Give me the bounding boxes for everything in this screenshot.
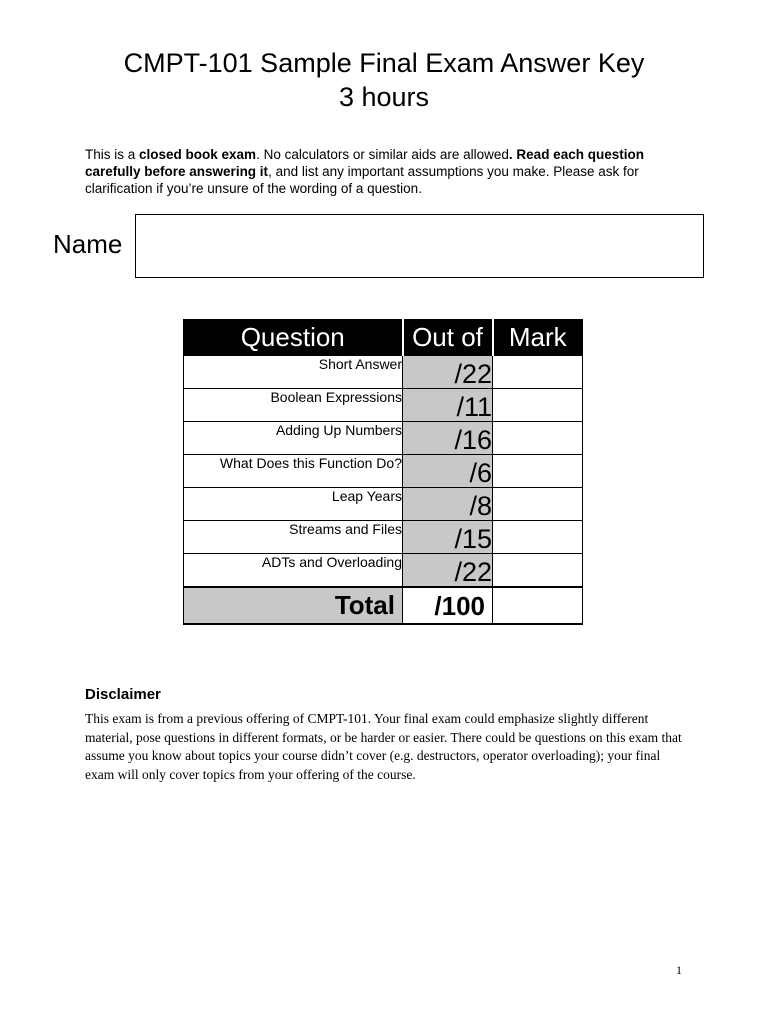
total-out-of: /100 xyxy=(403,587,493,624)
marks-table xyxy=(183,319,583,625)
header-question: Question xyxy=(184,320,403,356)
table-row xyxy=(184,554,583,588)
table-row xyxy=(184,455,583,488)
instructions-text-3: , and list any important assumptions you make. Please ask for clarification if you’re unsure of the wording of a question. xyxy=(85,164,639,196)
instructions-bold-1: closed book exam xyxy=(139,147,257,162)
question-cell: Streams and Files xyxy=(184,521,403,554)
mark-cell[interactable] xyxy=(493,554,583,588)
exam-instructions xyxy=(85,146,685,197)
out-of-cell: /8 xyxy=(403,488,493,521)
table-header-row xyxy=(184,320,583,356)
out-of-cell: /22 xyxy=(403,554,493,588)
out-of-cell: /15 xyxy=(403,521,493,554)
header-out-of: Out of xyxy=(403,320,493,356)
table-row xyxy=(184,422,583,455)
question-cell: Short Answer xyxy=(184,356,403,389)
name-field[interactable] xyxy=(135,214,704,278)
out-of-cell: /16 xyxy=(403,422,493,455)
disclaimer-heading: Disclaimer xyxy=(85,686,161,703)
mark-cell[interactable] xyxy=(493,521,583,554)
total-mark-cell[interactable] xyxy=(493,587,583,624)
total-row xyxy=(184,587,583,624)
question-cell: Adding Up Numbers xyxy=(184,422,403,455)
name-label: Name xyxy=(53,229,123,259)
instructions-text-1: This is a xyxy=(85,147,140,162)
mark-cell[interactable] xyxy=(493,422,583,455)
exam-duration: 3 hours xyxy=(338,82,430,112)
table-row xyxy=(184,488,583,521)
out-of-cell: /6 xyxy=(403,455,493,488)
total-label: Total xyxy=(184,587,403,624)
table-row xyxy=(184,521,583,554)
instructions-bold-2: . Read each question carefully before answering it xyxy=(85,147,644,179)
disclaimer-text: This exam is from a previous offering of CMPT-101. Your final exam could emphasize slightly different material, pose questions in different formats, or be harder or easier. There could be questions on this exam that assume you know about topics your course didn’t cover (e.g. destructors, operator overloading); your final exam will only cover topics from your offering of the course. xyxy=(85,711,682,782)
instructions-text-2: . No calculators or similar aids are allowed xyxy=(256,147,509,162)
header-mark: Mark xyxy=(493,320,583,356)
table-row xyxy=(184,356,583,389)
question-cell: Boolean Expressions xyxy=(184,389,403,422)
exam-title: CMPT-101 Sample Final Exam Answer Key xyxy=(123,48,645,78)
mark-cell[interactable] xyxy=(493,488,583,521)
question-cell: What Does this Function Do? xyxy=(184,455,403,488)
out-of-cell: /22 xyxy=(403,356,493,389)
mark-cell[interactable] xyxy=(493,455,583,488)
out-of-cell: /11 xyxy=(403,389,493,422)
page-number: 1 xyxy=(676,963,682,977)
mark-cell[interactable] xyxy=(493,356,583,389)
question-cell: Leap Years xyxy=(184,488,403,521)
mark-cell[interactable] xyxy=(493,389,583,422)
question-cell: ADTs and Overloading xyxy=(184,554,403,588)
table-row xyxy=(184,389,583,422)
